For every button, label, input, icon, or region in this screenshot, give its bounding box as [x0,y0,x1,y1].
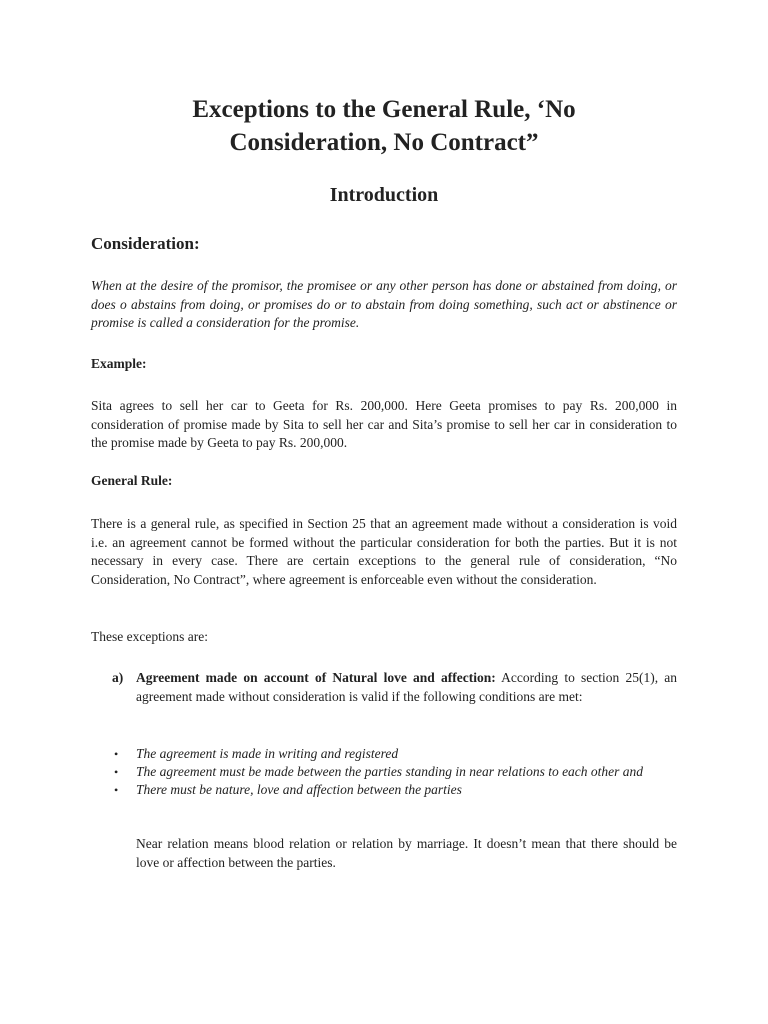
exception-item-body [136,669,677,706]
title-line-2: Consideration, No Contract” [229,129,539,156]
title-line-1: Exceptions to the General Rule, ‘No [192,96,576,123]
section-heading-introduction: Introduction [329,184,439,206]
exception-item-lead: Agreement made on account of Natural love and affection: [136,670,496,685]
condition-text: The agreement must be made between the parties standing in near relations to each other and [136,764,644,779]
bullet-icon: • [114,765,119,779]
consideration-definition: When at the desire of the promisor, the promisee or any other person has done or abstained from doing, or does o abstains from doing, or promises do or to abstain from doing something, such act or abstinence or promise is called a consideration for the promise. [91,278,677,330]
example-paragraph: Sita agrees to sell her car to Geeta for Rs. 200,000. Here Geeta promises to pay Rs. 200,000 in consideration of promise made by Sita to sell her car and Sita’s promise to sell her car in consideration to the promise made by Geeta to pay Rs. 200,000. [91,398,677,450]
exceptions-intro: These exceptions are: [91,629,208,644]
condition-text: The agreement is made in writing and registered [136,746,399,761]
bullet-icon: • [114,783,119,797]
exception-item-a [112,669,677,706]
document-title [0,93,768,159]
list-item [113,745,677,763]
list-item [113,763,677,781]
general-rule-label: General Rule: [91,473,173,488]
condition-text: There must be nature, love and affection between the parties [136,782,462,797]
list-marker: a) [112,670,124,685]
bullet-icon: • [114,747,119,761]
near-relation-paragraph: Near relation means blood relation or relation by marriage. It doesn’t mean that there should be love or affection between the parties. [136,836,677,870]
exception-item-text: According to section 25(1), an agreement made without consideration is valid if the following conditions are met: [136,670,677,704]
general-rule-paragraph: There is a general rule, as specified in Section 25 that an agreement made without a consideration is void i.e. an agreement cannot be formed without the particular consideration for both the parties. But it is not necessary in every case. There are certain exceptions to the general rule of consideration, “No Consideration, No Contract”, where agreement is enforceable even without the consideration. [91,516,677,587]
heading-consideration: Consideration: [91,234,200,253]
example-label: Example: [91,356,147,371]
conditions-list [113,745,677,799]
list-item [113,781,677,799]
